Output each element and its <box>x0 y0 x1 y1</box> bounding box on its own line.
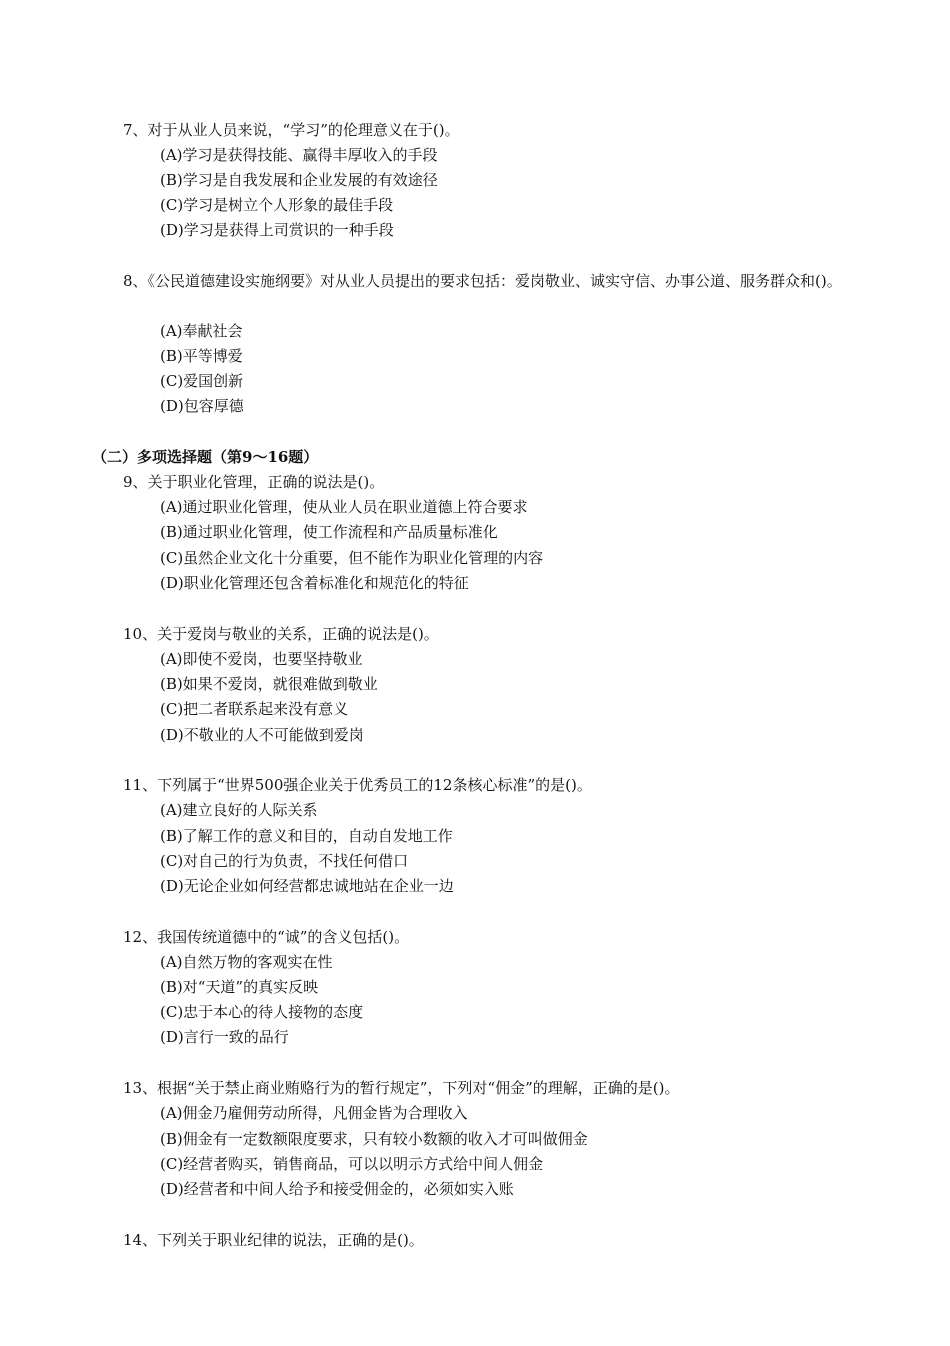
question-7-option-c: (C)学习是树立个人形象的最佳手段 <box>160 196 394 214</box>
question-8-option-d: (D)包容厚德 <box>160 397 244 415</box>
question-12-stem: 12、我国传统道德中的“诚”的含义包括()。 <box>123 928 410 946</box>
question-12-option-b: (B)对“天道”的真实反映 <box>160 978 319 996</box>
question-11-option-a: (A)建立良好的人际关系 <box>160 801 318 819</box>
question-8-stem: 8、《公民道德建设实施纲要》对从业人员提出的要求包括：爱岗敬业、诚实守信、办事公道、服务群众和()。 <box>123 272 842 290</box>
question-7-option-b: (B)学习是自我发展和企业发展的有效途径 <box>160 171 438 189</box>
question-7-option-d: (D)学习是获得上司赏识的一种手段 <box>160 221 394 239</box>
question-10-option-c: (C)把二者联系起来没有意义 <box>160 700 349 718</box>
question-7-stem: 7、对于从业人员来说，“学习”的伦理意义在于()。 <box>123 121 460 139</box>
question-11-option-d: (D)无论企业如何经营都忠诚地站在企业一边 <box>160 877 454 895</box>
question-8-option-a: (A)奉献社会 <box>160 322 243 340</box>
question-10-option-a: (A)即使不爱岗，也要坚持敬业 <box>160 650 363 668</box>
question-9-option-a: (A)通过职业化管理，使从业人员在职业道德上符合要求 <box>160 498 528 516</box>
question-13-option-a: (A)佣金乃雇佣劳动所得，凡佣金皆为合理收入 <box>160 1104 468 1122</box>
question-7-option-a: (A)学习是获得技能、赢得丰厚收入的手段 <box>160 146 438 164</box>
question-14-stem: 14、下列关于职业纪律的说法，正确的是()。 <box>123 1231 424 1249</box>
question-12-option-c: (C)忠于本心的待人接物的态度 <box>160 1003 364 1021</box>
question-11-option-b: (B)了解工作的意义和目的，自动自发地工作 <box>160 827 453 845</box>
question-8-option-b: (B)平等博爱 <box>160 347 243 365</box>
question-9-option-c: (C)虽然企业文化十分重要，但不能作为职业化管理的内容 <box>160 549 544 567</box>
section-heading: （二）多项选择题（第9～16题） <box>92 448 319 466</box>
question-10-stem: 10、关于爱岗与敬业的关系，正确的说法是()。 <box>123 625 439 643</box>
question-9-option-b: (B)通过职业化管理，使工作流程和产品质量标准化 <box>160 523 498 541</box>
question-11-stem: 11、下列属于“世界500强企业关于优秀员工的12条核心标准”的是()。 <box>123 776 592 794</box>
question-13-stem: 13、根据“关于禁止商业贿赂行为的暂行规定”，下列对“佣金”的理解，正确的是()。 <box>123 1079 680 1097</box>
question-10-option-d: (D)不敬业的人不可能做到爱岗 <box>160 726 364 744</box>
question-12-option-d: (D)言行一致的品行 <box>160 1028 289 1046</box>
question-8-option-c: (C)爱国创新 <box>160 372 244 390</box>
question-13-option-d: (D)经营者和中间人给予和接受佣金的，必须如实入账 <box>160 1180 514 1198</box>
question-9-option-d: (D)职业化管理还包含着标准化和规范化的特征 <box>160 574 469 592</box>
question-9-stem: 9、关于职业化管理，正确的说法是()。 <box>123 473 385 491</box>
question-13-option-b: (B)佣金有一定数额限度要求，只有较小数额的收入才可叫做佣金 <box>160 1130 588 1148</box>
question-12-option-a: (A)自然万物的客观实在性 <box>160 953 333 971</box>
question-10-option-b: (B)如果不爱岗，就很难做到敬业 <box>160 675 378 693</box>
question-13-option-c: (C)经营者购买，销售商品，可以以明示方式给中间人佣金 <box>160 1155 544 1173</box>
question-11-option-c: (C)对自己的行为负责，不找任何借口 <box>160 852 409 870</box>
